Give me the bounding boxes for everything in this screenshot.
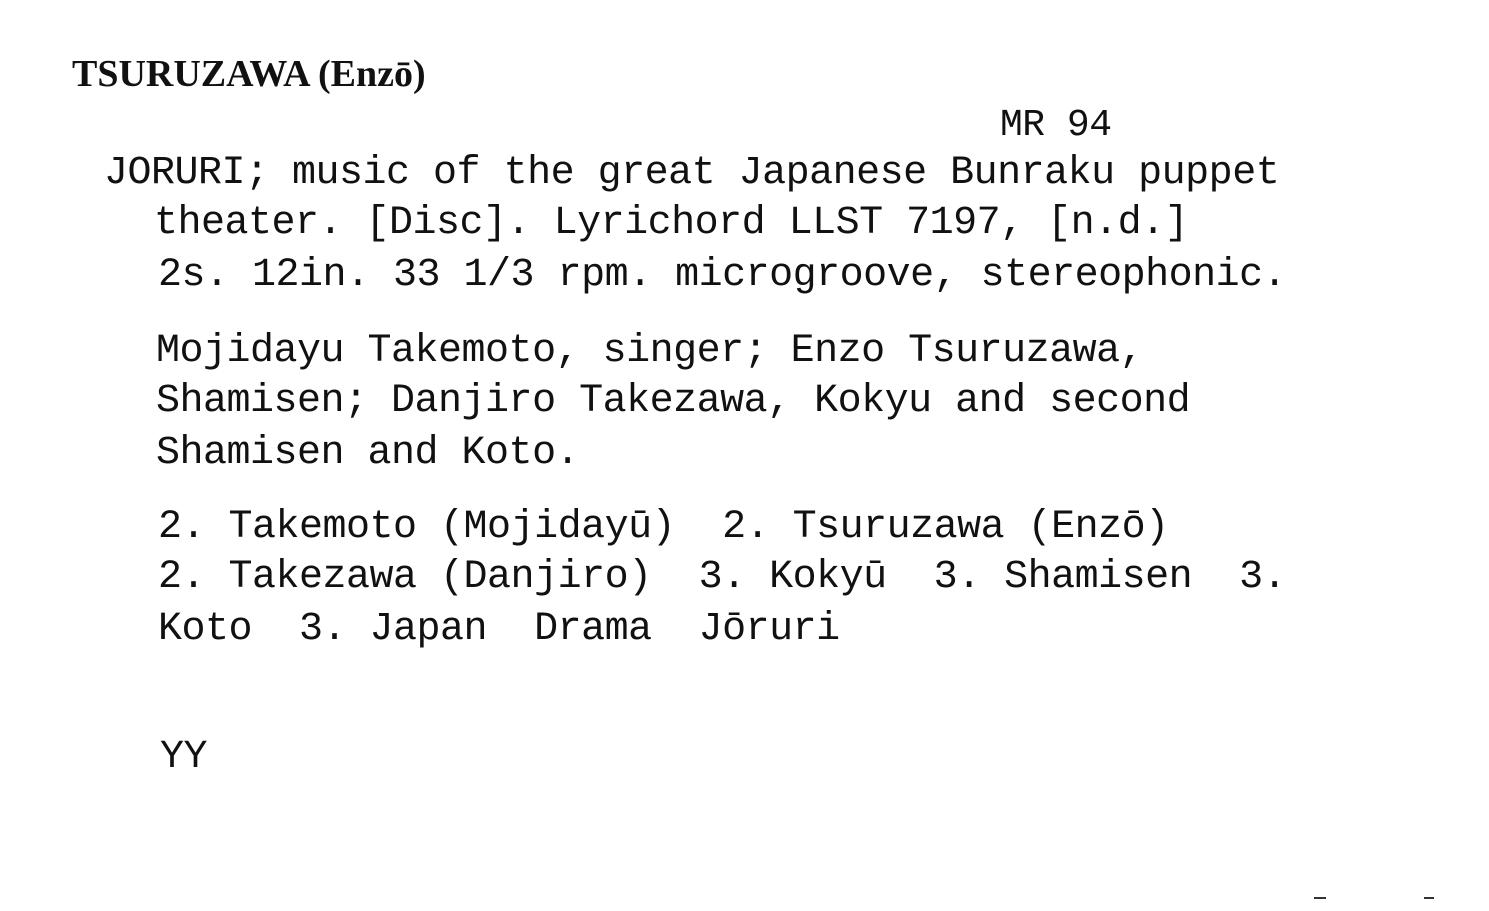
performers-line-1: Mojidayu Takemoto, singer; Enzo Tsuruzawa,: [156, 329, 1144, 374]
performers-line-3: Shamisen and Koto.: [156, 431, 580, 476]
scan-mark-right: [1424, 897, 1434, 899]
scan-mark-left: [1314, 897, 1326, 899]
main-heading: TSURUZAWA (Enzō): [72, 53, 426, 95]
title-line-3: 2s. 12in. 33 1/3 rpm. microgroove, stereophonic.: [158, 253, 1287, 298]
cataloger-initials: YY: [160, 735, 208, 780]
tracings-line-3: Koto 3. Japan Drama Jōruri: [158, 607, 840, 652]
tracings-line-2: 2. Takezawa (Danjiro) 3. Kokyū 3. Shamisen 3.: [158, 555, 1287, 600]
title-line-1: JORURI; music of the great Japanese Bunraku puppet: [104, 151, 1280, 196]
call-number: MR 94: [1000, 104, 1112, 147]
tracings-line-1: 2. Takemoto (Mojidayū) 2. Tsuruzawa (Enzō): [158, 505, 1169, 550]
performers-line-2: Shamisen; Danjiro Takezawa, Kokyu and second: [156, 379, 1191, 424]
title-line-2: theater. [Disc]. Lyrichord LLST 7197, [n.d.]: [154, 201, 1189, 246]
